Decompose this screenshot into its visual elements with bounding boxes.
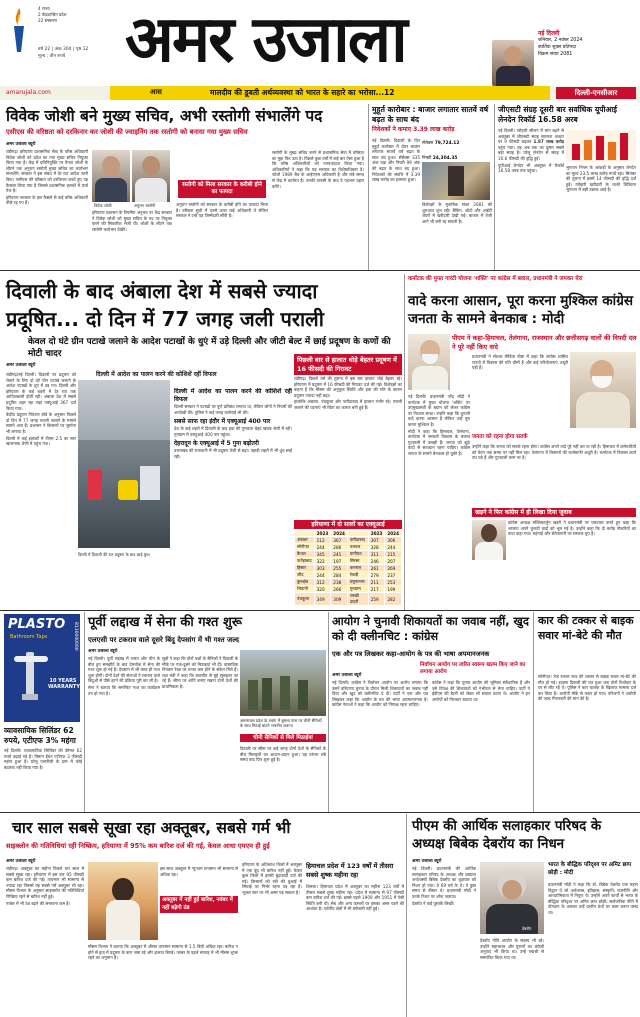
debroy-byline: अमर उजाला ब्यूरो: [412, 859, 442, 864]
diwali-subhead: केवल दो घंटे ग्रीन पटाखे जलाने के आदेश पटाखों के धुएं में उड़े दिल्ली और जीटी बेल्ट में छाई प्रदूषण के कणों की मोटी चादर: [28, 337, 391, 359]
aqi-val: 306: [385, 537, 402, 544]
market-headline: मुहूर्त कारोबार : बाजार लगातार सातवें वर्ष बढ़त के साथ बंद: [372, 105, 489, 124]
october-photo: [88, 862, 158, 940]
aqi-city: रेवाड़ी: [347, 572, 368, 579]
website[interactable]: amarujala.com: [6, 89, 51, 96]
dateline: [538, 30, 638, 58]
aqi-val: 207: [385, 558, 402, 565]
october-headline: चार साल सबसे सूखा रहा अक्तूबर, सबसे गर्म भी: [12, 819, 291, 837]
aqi-val: 253: [385, 579, 402, 586]
gst-chart-graphic: [566, 130, 636, 162]
kharge-photo: [472, 520, 506, 560]
tap-icon: [10, 648, 52, 704]
cylinder-headline: व्यावसायिक सिलिंडर 62 रुपये, एटीएफ 3% महंगा: [4, 726, 76, 745]
accident-body: सोनीपत। तेज रफ्तार कार की टक्कर से बाइक सवार मां-बेटे की मौत हो गई। हादसा दिवाली की रात हुआ जब दोनों रिश्तेदार के घर से लौट रहे थे। पुलिस ने कार चालक के खिलाफ मामला दर्ज कर लिया है। आरोपी मौके से फरार हो गया। परिजनों ने आरोपी की जल्द गिरफ्तारी की मांग की है।: [538, 674, 636, 702]
aqi-head-2023b: 2023: [368, 531, 385, 537]
ec-headline: आयोग ने चुनावी शिकायतों का जवाब नहीं, खुद को दी क्लीनचिट : कांग्रेस: [332, 614, 529, 643]
index-2-value: 24,304.35: [432, 156, 458, 161]
lead-subhead: एसीएस की वरिष्ठता को दरकिनार कर जोशी की ज्वाइनिंग तक रस्तोगी को बनाया गया मुख्य सचिव: [6, 128, 248, 136]
masthead: [0, 0, 640, 86]
modi-body-1: नई दिल्ली। प्रधानमंत्री नरेंद्र मोदी ने कर्नाटक में मुफ्त योजना 'शक्ति' पर उपमुख्यमंत्री के बयान को लेकर कांग्रेस पर निशाना साधा। उन्होंने कहा कि चुनावी वादे करना आसान है लेकिन उन्हें पूरा करना मुश्किल है। मोदी ने कहा कि हिमाचल, तेलंगाना, कर्नाटक में सरकारें विकास के बजाय गुटबाजी में उलझी हैं। जनता को झूठे वादों से सावधान रहना चाहिए। कांग्रेस जनता के सामने बेनकाब हो चुकी है।: [408, 394, 470, 456]
diwali-headline-2: प्रदूषित... दो दिन में 77 जगह जली पराली: [6, 307, 324, 331]
diwali-body-3: चंडीगढ़। पिछले वर्ष की तुलना में इस बार हालात थोड़े बेहतर रहे। हरियाणा में प्रदूषण में 16 फीसदी की गिरावट दर्ज की गई। विशेषज्ञों का कहना है कि मौसम की अनुकूल स्थिति और हवा की गति के कारण प्रदूषण ज्यादा नहीं बढ़ा। हालांकि अंबाला, पंचकूला और फरीदाबाद में हालात गंभीर रहे। पराली जलाने की घटनाएं भी चिंता का कारण बनी हुई हैं।: [294, 376, 402, 410]
ladakh-body-1: नई दिल्ली। पूर्वी लद्दाख में भारत और चीन के बीच हुए समझौते के बाद देमचोक में सेना की गश्त शुरू हो गई है। देपसांग में भी जल्द ही गश्त शुरू होगी। दोनों देशों की सेनाओं ने टकराव वाले बिंदुओं से पीछे हटने की प्रक्रिया पूरी कर ली है। सेना ने बताया कि समन्वित गश्त का कार्यक्रम तय हो गया है।: [88, 656, 160, 696]
aqi-val: 238: [331, 579, 348, 586]
ec-callout: निर्वाचन आयोग पर त्वरित स्वरूप खतम किए जाने का लगाया आरोप: [420, 662, 526, 675]
diwali-headline-1: दिवाली के बाद अंबाला देश में सबसे ज्यादा: [6, 279, 318, 303]
debroy-photo-caption: देबरॉय: [522, 926, 532, 931]
gst-value: 1.87 लाख करोड़: [533, 139, 564, 145]
modi-body-4: कांग्रेस अध्यक्ष मल्लिकार्जुन खड़गे ने प्रधानमंत्री पर पलटवार करते हुए कहा कि भाजपा अपने चुनावी वादों को भूल गई है। उन्होंने कहा कि दो करोड़ नौकरियों का वादा कहां गया। महंगाई और बेरोजगारी पर सरकार चुप है।: [508, 520, 636, 537]
samvat: विक्रम संवत 2081: [538, 52, 573, 57]
aqi-val: 269: [385, 565, 402, 572]
aqi-head-2024: 2024: [331, 531, 348, 537]
diwali-sub-2: सबसे साफ रहा इंदौर में एक्यूआई 400 पार: [174, 418, 271, 426]
lead-body-3: रस्तोगी को मिला सरकार के करीबी होने का फायदा अनुराग रस्तोगी को सरकार के करीबी होने का फायदा मिला है। वरिष्ठता सूची में उनसे ऊपर कई अधिकारी थे लेकिन सरकार ने उन्हें यह जिम्मेदारी सौंपी है।: [176, 182, 268, 219]
aqi-city: पलवल: [347, 544, 368, 551]
aqi-val: 328: [368, 544, 385, 551]
diwali-photo-caption: दिल्ली में आदेश का पालन करने की कोशिशें रहीं विफल: [96, 371, 217, 378]
lead-byline: अमर उजाला ब्यूरो: [6, 142, 36, 147]
debroy-body-1: नई दिल्ली। प्रधानमंत्री की आर्थिक सलाहकार परिषद के अध्यक्ष और प्रख्यात अर्थशास्त्री बिबेक देबरॉय का शुक्रवार को निधन हो गया। वे 69 वर्ष के थे। वे कुछ समय से बीमार थे। प्रधानमंत्री मोदी ने उनके निधन पर शोक जताया। देबरॉय ने कई पुस्तकें लिखीं।: [412, 866, 476, 906]
table-row: [295, 586, 402, 593]
aqi-val: 244: [314, 572, 331, 579]
october-byline: अमर उजाला ब्यूरो: [6, 859, 36, 864]
aqi-val: 312: [314, 579, 331, 586]
diwali-red-box: पिछली बार से हालात थोड़े बेहतर प्रदूषण में 16 फीसदी की गिरावट: [294, 354, 402, 375]
issue-price: मूल्य : तीन रुपये: [38, 54, 66, 59]
plasto-brand: PLASTO: [8, 617, 66, 632]
october-body-3: इस साल अक्तूबर में न्यूनतम तापमान भी सामान्य से अधिक रहा।: [160, 866, 238, 877]
aqi-val: 320: [314, 586, 331, 593]
modi-quote-box: जनता को रहना होगा सतर्क: [472, 434, 528, 440]
aqi-val: 284: [331, 572, 348, 579]
aqi-city: सोनीपत: [295, 544, 315, 551]
ladakh-body-3: दिवाली पर सीमा पर कई जगह दोनों देशों के सैनिकों के बीच मिठाइयों का आदान-प्रदान हुआ। यह परंपरा लंबे समय बाद फिर शुरू हुई है।: [240, 746, 326, 763]
aqi-city: अंबाला: [295, 537, 315, 544]
aqi-val: 349: [314, 593, 331, 606]
hindu-date: कार्तिक शुक्ल प्रतिपदा: [538, 45, 576, 50]
diwali-body-2: दिल्ली में आदेश का पालन करने की कोशिशें रहीं विफल दिल्ली सरकार ने पटाखों पर पूर्ण प्रतिबंध लगाया था, लेकिन लोगों ने नियमों की अनदेखी की। पुलिस ने कई जगह कार्रवाई भी की। सबसे साफ रहा इंदौर में एक्यूआई 400 पार देश के कई शहरों में दिवाली के बाद हवा की गुणवत्ता बेहद खराब श्रेणी में रही। गुरुग्राम में एक्यूआई 400 पार पहुंचा। देहरादून के एक्यूआई में 5 गुना बढ़ोतरी उत्तराखंड की राजधानी में भी प्रदूषण तेजी से बढ़ा। पहाड़ी शहरों में भी धुंध छाई रही।: [174, 388, 292, 459]
plasto-phone[interactable]: 8130000000: [73, 622, 78, 651]
aqi-val: 244: [385, 544, 402, 551]
aqi-head-2024b: 2024: [385, 531, 402, 537]
note-states: 4 राज्य: [38, 6, 50, 11]
lead-photo-rastogi: [132, 150, 170, 202]
lead-body-2: हरियाणा प्रशासन के नियमित अनुभव पर केंद्र सरकार ने विवेक जोशी को मुख्य सचिव के पद पर नियुक्त करने की सिफारिश भेजी थी। जोशी के लौटने तक रस्तोगी कार्यभार देखेंगे।: [92, 210, 172, 232]
ladakh-headline: पूर्वी लद्दाख में सेना की गश्त शुरू: [88, 615, 242, 630]
lead-body-4: रस्तोगी के मुख्य सचिव बनने से प्रशासनिक सेवा में वरिष्ठता का मुद्दा फिर उठा है। पिछले कुछ वर्षों में कई बार ऐसा हुआ है कि वरिष्ठ अधिकारियों को नजरअंदाज किया गया। अधिकारियों ने कहा कि यह सरकार का विशेषाधिकार है। जोशी 1989 बैच के आईएएस अधिकारी हैं और लंबे समय से केंद्र में कार्यरत हैं। उनकी वापसी के बाद वे पदभार ग्रहण करेंगे।: [272, 150, 364, 189]
market-body: नई दिल्ली। दिवाली के दिन मुहूर्त कारोबार में शेयर बाजार लगातार सातवें वर्ष बढ़त के साथ बंद हुआ। सेंसेक्स 335 अंक चढ़ा और निफ्टी 99 अंक की बढ़त के साथ बंद हुआ। निवेशकों की संपत्ति में 3.39 लाख करोड़ का इजाफा हुआ।: [372, 138, 420, 183]
table-row: [295, 565, 402, 572]
gst-body-2: भुगतान निगम के आंकड़ों के अनुसार लेनदेन का मूल्य 23.5 लाख करोड़ रुपये रहा। सितंबर की तुलना में इसमें 14 फीसदी की वृद्धि दर्ज हुई। त्योहारी खरीदारी के चलते डिजिटल भुगतान में बड़ी उछाल आई है।: [566, 165, 636, 193]
ec-body-2: कांग्रेस ने कहा कि चुनाव आयोग की भूमिका संवैधानिक है और उसे विपक्ष की शिकायतों को गंभीरता से लेना चाहिए। पार्टी ने ईवीएम की बैटरी को लेकर भी सवाल उठाए थे। आयोग ने इन आरोपों को निराधार बताया था।: [432, 680, 530, 702]
city: नई दिल्ली: [538, 30, 560, 37]
diwali-byline: अमर उजाला ब्यूरो: [6, 363, 36, 368]
aqi-val: 259: [368, 593, 385, 606]
debroy-body-2: देबरॉय नीति आयोग के सदस्य भी रहे। उन्होंने महाभारत और पुराणों का अंग्रेजी अनुवाद भी किया था। उन्हें पद्मश्री से सम्मानित किया गया था।: [480, 938, 544, 960]
table-row: [295, 593, 402, 606]
index-1-name: सेंसेक्स: [422, 141, 434, 146]
index-2-name: निफ्टी: [422, 156, 432, 161]
aqi-city: कैथल: [295, 551, 315, 558]
plasto-warranty: 10 YEARS WARRANTY: [48, 678, 80, 690]
table-row: [295, 558, 402, 565]
october-subhead: साइक्लोन की गतिविधियां रहीं निष्क्रिय, हरियाणा में 95% कम बारिश दर्ज की गई, केवल आधा एमएम ही हुई: [6, 842, 270, 850]
edition-notes: [38, 6, 66, 24]
october-body-2: मौसम विभाग ने बताया कि अक्तूबर में औसत तापमान सामान्य से 1.5 डिग्री अधिक रहा। बारिश न होने से हवा में प्रदूषण के कण जमा रहे और हालात बिगड़े। नवंबर के पहले सप्ताह में भी मौसम शुष्क रहने का अनुमान है।: [88, 944, 238, 961]
aqi-val: 255: [331, 565, 348, 572]
diwali-photo: [78, 380, 170, 548]
aqi-city: फरीदाबाद: [347, 537, 368, 544]
aqi-val: 367: [331, 537, 348, 544]
market-body-2: विशेषज्ञों के मुताबिक संवत 2081 की शुरुआत शुभ रही। बैंकिंग, ऑटो और आईटी शेयरों में खरीदारी देखी गई। बाजार में तेजी आगे भी बनी रह सकती है।: [422, 202, 492, 224]
october-side-headline: हिमाचल प्रदेश में 123 वर्षों में तीसरा सबसे शुष्क महीना रहा: [306, 862, 394, 879]
aqi-val: 303: [314, 565, 331, 572]
plasto-tag: Bathroom Taps: [10, 634, 48, 640]
modi-body-3: उन्होंने कहा कि जनता को सतर्क रहना होगा। कांग्रेस अपने वादे पूरे नहीं कर पा रही है। हिमाचल में कर्मचारियों को वेतन तक समय पर नहीं मिल रहा। तेलंगाना में किसानों की कर्जमाफी अधूरी है। कर्नाटक में विकास कार्य ठप पड़े हैं और गुटबाजी चरम पर है।: [472, 444, 636, 461]
table-row: [295, 544, 402, 551]
cylinder-body: नई दिल्ली। व्यावसायिक सिलिंडर की कीमत 62 रुपये बढ़ाई गई है। विमान ईंधन एटीएफ 3 फीसदी महंगा हुआ है। घरेलू एलपीजी के दाम में कोई बदलाव नहीं किया गया है।: [4, 748, 82, 770]
aqi-city: पंचकूला: [295, 593, 315, 606]
lead-photo-joshi: [92, 150, 130, 202]
aqi-city: हिसार: [295, 565, 315, 572]
masthead-portrait: [492, 40, 534, 86]
gst-body-1: नई दिल्ली। त्योहारी सीजन में मांग बढ़ने से अक्तूबर में जीएसटी संग्रह सालाना आधार पर 9 फीसदी बढ़कर 1.87 लाख करोड़ पहुंच गया। यह अब तक का दूसरा सबसे बड़ा संग्रह है। घरेलू लेनदेन से संग्रह में 10.6 फीसदी की वृद्धि हुई। यूपीआई लेनदेन भी अक्तूबर में रिकॉर्ड 16.58 अरब तक पहुंचा।: [498, 128, 564, 174]
aqi-city: सिरसा: [347, 558, 368, 565]
lead-body-1: चंडीगढ़। हरियाणा प्रशासनिक सेवा के वरिष्ठ अधिकारी विवेक जोशी को प्रदेश का नया मुख्य सचिव नियुक्त किया गया है। केंद्र में प्रतिनियुक्ति पर तैनात जोशी के लौटने तक अनुराग रस्तोगी मुख्य सचिव का कार्यभार संभालेंगे। सरकार ने इस संबंध में देर रात आदेश जारी किए। एसीएस की वरिष्ठता को दरकिनार करते हुए यह फैसला लिया गया है जिससे प्रशासनिक हलकों में चर्चा तेज है। हरियाणा सरकार के इस फैसले से कई वरिष्ठ अधिकारी पीछे रह गए हैं।: [6, 149, 88, 206]
table-row: [295, 551, 402, 558]
strip-label: आस: [150, 88, 162, 96]
note-editions: 22 संस्करण: [38, 18, 58, 23]
aqi-val: 244: [314, 544, 331, 551]
aqi-city: चरखी दादरी: [347, 593, 368, 606]
ec-body-1: नई दिल्ली। कांग्रेस ने निर्वाचन आयोग पर आरोप लगाया कि उसने हरियाणा चुनाव के दौरान मिली शिकायतों का जवाब नहीं दिया और खुद को क्लीनचिट दे दी। पार्टी ने एक और पत्र लिखकर कहा कि आयोग के पत्र की भाषा अपमानजनक है। कांग्रेस नेताओं ने कहा कि आयोग को निष्पक्ष रहना चाहिए।: [332, 680, 428, 708]
ladakh-byline: अमर उजाला ब्यूरो: [88, 649, 118, 654]
table-row: [295, 579, 402, 586]
accident-headline: कार की टक्कर से बाइक सवार मां-बेटे की मौत: [538, 614, 634, 642]
photo-label-rastogi: अनुराग रस्तोगी: [134, 203, 156, 208]
modi-portrait-2: [570, 352, 636, 428]
aqi-val: 345: [314, 551, 331, 558]
aqi-val: 282: [385, 593, 402, 606]
aqi-box-title: हरियाणा में दो सालों का एक्यूआई: [294, 520, 402, 529]
diwali-photo-sub: दिल्ली में दिवाली की रात प्रदूषण के बाद छाई धुंध।: [78, 552, 151, 557]
lead-callout: रस्तोगी को मिला सरकार के करीबी होने का फायदा: [178, 180, 266, 198]
aqi-city: करनाल: [347, 565, 368, 572]
aqi-val: 246: [368, 558, 385, 565]
date: शनिवार, 2 नवंबर 2024: [538, 38, 583, 43]
note-uts: 2 केंद्रशासित प्रदेश: [38, 12, 67, 17]
aqi-val: 311: [368, 551, 385, 558]
aqi-city: फतेहाबाद: [295, 558, 315, 565]
aqi-val: 309: [331, 593, 348, 606]
aqi-head-2023: 2023: [314, 531, 331, 537]
october-body-4: हरियाणा के अधिकांश जिलों में अक्तूबर में एक बूंद भी बारिश नहीं हुई। केवल कुछ जिलों में हल्की बूंदाबांदी दर्ज की गई। किसानों को रबी की बुआई में सिंचाई पर निर्भर रहना पड़ रहा है। भूजल स्तर पर भी असर पड़ सकता है।: [242, 862, 302, 895]
aqi-city: पानीपत: [347, 551, 368, 558]
aqi-val: 241: [331, 551, 348, 558]
ladakh-photo: [240, 650, 326, 716]
aqi-val: 266: [331, 586, 348, 593]
edition-badge: दिल्ली-एनसीआर: [556, 87, 636, 99]
ladakh-body-2: सूत्रों ने कहा कि दोनों पक्षों के सैनिकों ने दिवाली के मौके पर एक-दूसरे को मिठाइयां भी दीं। वास्तविक नियंत्रण रेखा पर तनाव कम होने के संकेत मिले हैं। रक्षा मंत्री ने कहा कि बातचीत से मुद्दे सुलझाए जा रहे हैं। सीमा पर शांति बनाए रखना दोनों देशों की प्राथमिकता है।: [162, 656, 238, 689]
aqi-val: 215: [385, 551, 402, 558]
aqi-table: [294, 530, 402, 606]
aqi-val: 286: [331, 544, 348, 551]
diwali-sub-1: दिल्ली में आदेश का पालन करने की कोशिशें रहीं विफल: [174, 388, 292, 403]
diwali-body-1: चंडीगढ़/नई दिल्ली। दिवाली पर प्रदूषण को रोकने के लिए दो घंटे ग्रीन पटाखे जलाने के आदेश पटाखों के धुएं में उड़ गए। दिल्ली और हरियाणा के कई शहरों में देर रात तक आतिशबाजी होती रही। अंबाला देश में सबसे प्रदूषित शहर रहा जहां एक्यूआई 367 दर्ज किया गया। केंद्रीय प्रदूषण नियंत्रण बोर्ड के अनुसार पिछले दो दिन में 77 जगह पराली जलाने के मामले सामने आए हैं। प्रशासन ने किसानों पर जुर्माना भी लगाया है। दिल्ली में कई इलाकों में पीएम 2.5 का स्तर खतरनाक श्रेणी में पहुंच गया।: [6, 372, 76, 447]
modi-headline: वादे करना आसान, पूरा करना मुश्किल कांग्रेस जनता के सामने बेनकाब : मोदी: [408, 293, 634, 327]
aqi-city: यमुनानगर: [347, 579, 368, 586]
market-subhead: निवेशकों ने कमाए 3.39 लाख करोड़: [372, 126, 455, 133]
newspaper-logo: अमर उजाला: [125, 3, 406, 77]
modi-red-bar: खड़गे ने फिर कांग्रेस में ही लिखा दिया जुवाब: [472, 508, 636, 517]
modi-photo: [408, 334, 450, 390]
aqi-val: 261: [368, 565, 385, 572]
debroy-photo: [480, 862, 544, 934]
aqi-city: जींद: [295, 572, 315, 579]
debroy-side-box: भारत के बौद्धिक परिदृश्य पर अमिट छाप छोड़ी : मोदी: [548, 862, 632, 876]
torch-icon: [8, 6, 30, 56]
aqi-val: 217: [368, 586, 385, 593]
ladakh-photo-caption: अरुणाचल प्रदेश के तवांग में बुमला पास पर चीनी सैनिकों के साथ मिठाई बांटते भारतीय जवान।: [240, 718, 322, 728]
table-row: [295, 537, 402, 544]
aqi-val: 237: [385, 572, 402, 579]
october-photo-caption: अक्तूबर में नहीं हुई बारिश, नवंबर में नहीं बढ़ेगी ठंड: [160, 896, 238, 913]
diwali-sub-3: देहरादून के एक्यूआई में 5 गुना बढ़ोतरी: [174, 440, 259, 448]
aqi-city: भिवानी: [295, 586, 315, 593]
photo-label-joshi: विवेक जोशी: [94, 203, 112, 208]
october-side-body: शिमला। हिमाचल प्रदेश में अक्तूबर का महीना 123 वर्षों में तीसरा सबसे शुष्क महीना रहा। प्रदेश में सामान्य से 97 फीसदी कम बारिश दर्ज की गई। इससे पहले 1909 और 1951 में ऐसी स्थिति बनी थी। सेब और अन्य फसलों पर इसका असर पड़ने की आशंका है। पर्वतीय क्षेत्रों में भी बर्फबारी नहीं हुई।: [306, 884, 404, 912]
table-row: [295, 572, 402, 579]
aqi-val: 211: [368, 579, 385, 586]
ec-subhead: एक और पत्र लिखकर कहा-आयोग के पत्र की भाषा अपमानजनक: [332, 650, 490, 658]
market-photo: [422, 162, 490, 200]
aqi-val: 307: [368, 537, 385, 544]
gst-headline: जीएसटी संग्रह दूसरी बार सर्वाधिक यूपीआई लेनदेन रिकॉर्ड 16.58 अरब: [498, 105, 618, 124]
aqi-city: गुरुग्राम: [347, 586, 368, 593]
ec-byline: अमर उजाला ब्यूरो: [332, 673, 362, 678]
aqi-val: 279: [368, 572, 385, 579]
index-1-value: 79,724.12: [434, 141, 460, 146]
aqi-val: 322: [314, 558, 331, 565]
october-body-1: चंडीगढ़। अक्तूबर का महीना पिछले चार साल में सबसे सूखा रहा। हरियाणा में इस बार 95 फीसदी कम बारिश दर्ज की गई। तापमान भी सामान्य से ज्यादा रहा जिससे यह सबसे गर्म अक्तूबर भी रहा। मौसम विभाग के अनुसार साइक्लोन की गतिविधियां निष्क्रिय रहने से बारिश नहीं हुई। नवंबर में भी ठंड बढ़ने की संभावना कम है।: [6, 866, 84, 906]
aqi-val: 197: [331, 558, 348, 565]
modi-subhead: पीएम ने कहा-हिमाचल, तेलंगाना, राजस्थान और छत्तीसगढ़ वालों की विपदी दल ने पूरे नहीं किए वादे: [452, 334, 637, 351]
debroy-headline: पीएम की आर्थिक सलाहकार परिषद के अध्यक्ष बिबेक देबरॉय का निधन: [412, 819, 602, 852]
ladakh-subhead: एलएसी पर टकराव वाले दूसरे बिंदु देपसांग में भी गश्त जल्द: [88, 636, 239, 644]
issue-number: वर्ष 22 | अंक 304 | पृष्ठ 12: [38, 47, 89, 52]
strip-headline[interactable]: मालदीव की डूबती अर्थव्यवस्था को भारत के सहारे का भरोसा...12: [210, 88, 395, 97]
plasto-ad[interactable]: [4, 614, 80, 722]
aqi-city: कुरुक्षेत्र: [295, 579, 315, 586]
issue-info: [38, 46, 88, 60]
lead-headline: विवेक जोशी बने मुख्य सचिव, अभी रस्तोगी संभालेंगे पद: [6, 107, 323, 125]
aqi-val: 199: [385, 586, 402, 593]
modi-body-2: प्रधानमंत्री ने सोशल मीडिया पोस्ट में कहा कि कांग्रेस शासित राज्यों में विकास की गति धीमी है और कई परियोजनाएं अधूरी पड़ी हैं।: [472, 354, 568, 371]
modi-kicker: कर्नाटक की मुफ्त गारंटी योजना 'शक्ति' पर कांग्रेस में बवाल, प्रधानमंत्री ने जमकर घेरा: [408, 276, 583, 282]
debroy-side-body: प्रधानमंत्री मोदी ने कहा कि डॉ. बिबेक देबरॉय एक महान विद्वान थे जो अर्थशास्त्र, इतिहास, संस्कृति, राजनीति और आध्यात्मिकता में निपुण थे। उन्होंने अपने कार्यों से भारत के बौद्धिक परिदृश्य पर अमिट छाप छोड़ी। सार्वजनिक नीति में योगदान के अलावा उन्हें प्राचीन ग्रंथों पर काम करना पसंद था।: [548, 882, 638, 915]
gst-bar-icon: [566, 130, 636, 162]
aqi-val: 112: [314, 537, 331, 544]
ladakh-red-caption: चीनी सैनिकों से मिले मिठाईयां: [240, 734, 326, 742]
top-strip: [0, 86, 640, 100]
